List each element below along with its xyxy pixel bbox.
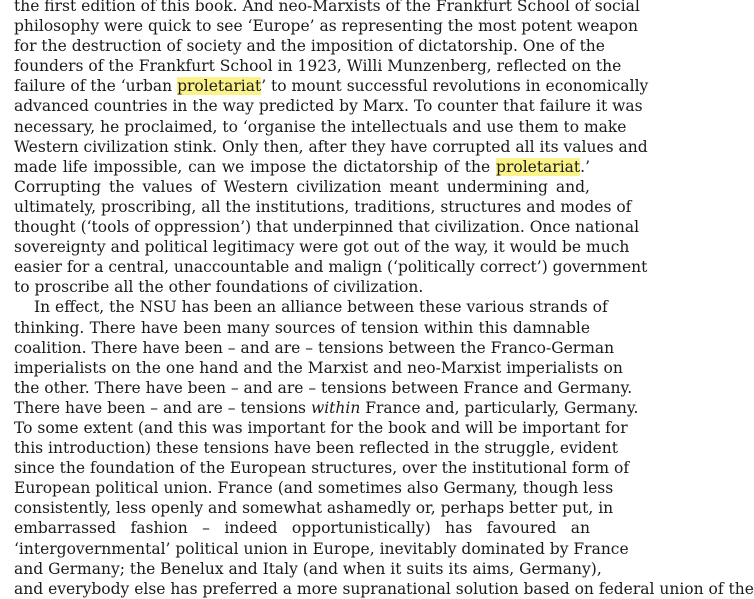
document-page	[14, 0, 754, 599]
text-line: sovereignty and political legitimacy were got out of the way, it would be much	[14, 238, 630, 257]
text-segment: There have been – and are – tensions	[14, 398, 311, 417]
text-segment: ’ to mount successful revolutions in economically	[261, 77, 649, 96]
text-line: since the foundation of the European structures, over the institutional form of	[14, 459, 630, 478]
text-line: coalition. There have been – and are – tensions between the Franco-German	[14, 338, 615, 357]
search-highlight[interactable]: proletariat	[496, 157, 581, 176]
paragraph-nsu-alliance	[14, 297, 754, 598]
text-line: founders of the Frankfurt School in 1923, Willi Munzenberg, reflected on the	[14, 57, 622, 76]
text-line: philosophy were quick to see ‘Europe’ as representing the most potent weapon	[14, 17, 638, 36]
text-line: ‘intergovernmental’ political union in Europe, inevitably dominated by France	[14, 539, 629, 558]
emphasis-text: within	[310, 398, 361, 417]
text-line: consistently, less openly and somewhat ashamedly or, perhaps better put, in	[14, 499, 614, 518]
text-line: this introduction) these tensions have been reflected in the struggle, evident	[14, 439, 619, 458]
text-line: ultimately, proscribing, all the institutions, traditions, structures and modes of	[14, 197, 632, 216]
text-segment: France and, particularly, Germany.	[360, 398, 639, 417]
text-line: In effect, the NSU has been an alliance between these various strands of	[34, 298, 608, 317]
text-line: To some extent (and this was important for the book and will be important for	[14, 418, 628, 437]
text-line: to proscribe all the other foundations of civilization.	[14, 278, 424, 297]
text-line: easier for a central, unaccountable and malign (‘politically correct’) government	[14, 258, 648, 277]
text-segment: made life impossible, can we impose the dictatorship of the	[14, 157, 497, 176]
text-segment: .’	[580, 157, 590, 176]
text-line	[14, 76, 649, 96]
text-line: Corrupting the values of Western civilization meant undermining and,	[14, 177, 590, 196]
text-segment: failure of the ‘urban	[14, 77, 178, 96]
text-line: advanced countries in the way predicted by Marx. To counter that failure it was	[14, 97, 643, 116]
text-line: thinking. There have been many sources of tension within this damnable	[14, 318, 590, 337]
text-line	[14, 157, 590, 177]
text-line: imperialists on the one hand and the Marxist and neo-Marxist imperialists on	[14, 358, 623, 377]
search-highlight[interactable]: proletariat	[177, 77, 262, 96]
text-line: thought (‘tools of oppression’) that underpinned that civilization. Once national	[14, 218, 640, 237]
text-line	[14, 398, 639, 418]
text-line: the other. There have been – and are – tensions between France and Germany.	[14, 378, 633, 397]
text-line: and everybody else has preferred a more supranational solution based on federal union of the	[14, 579, 754, 598]
text-line: embarrassed fashion – indeed opportunistically) has favoured an	[14, 519, 590, 538]
paragraph-frankfurt-school	[14, 0, 649, 297]
text-line: and Germany; the Benelux and Italy (and when it suits its aims, Germany),	[14, 559, 602, 578]
text-line: necessary, he proclaimed, to ‘organise the intellectuals and use them to make	[14, 117, 627, 136]
text-line: Western civilization stink. Only then, after they have corrupted all its values and	[14, 137, 648, 156]
text-line: European political union. France (and sometimes also Germany, though less	[14, 479, 614, 498]
text-line: the first edition of this book. And neo-Marxists of the Frankfurt School of social	[14, 0, 640, 15]
text-line: for the destruction of society and the imposition of dictatorship. One of the	[14, 37, 605, 56]
